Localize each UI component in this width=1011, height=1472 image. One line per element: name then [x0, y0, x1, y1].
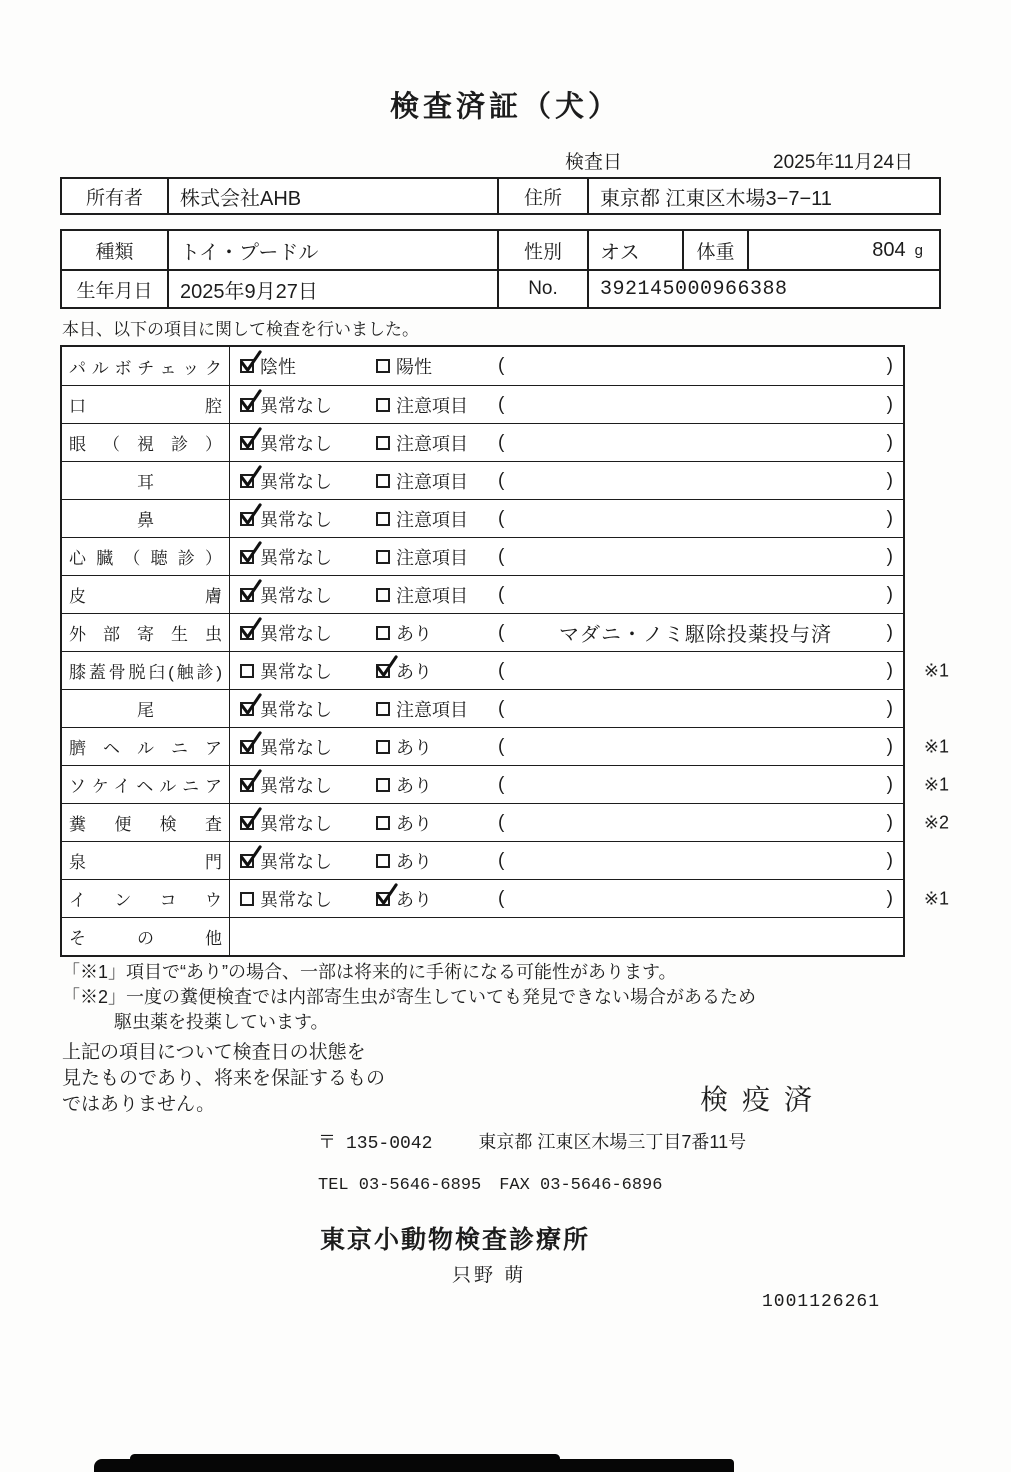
check-paren	[492, 652, 903, 689]
check-table-row	[62, 613, 903, 651]
check-table-row	[62, 385, 903, 423]
check-item-label: その他	[69, 929, 222, 948]
check-option	[230, 347, 366, 385]
check-option	[230, 614, 366, 651]
paren-close: )	[886, 393, 893, 415]
check-item-cell	[62, 462, 230, 499]
check-option-label: 注意項目	[396, 433, 468, 454]
paren-close: )	[886, 735, 893, 757]
row-footnote-mark: ※1	[923, 660, 949, 680]
check-paren	[492, 804, 903, 841]
check-option	[366, 576, 492, 613]
check-options	[230, 728, 492, 765]
check-option	[366, 462, 492, 499]
check-option-label: 注意項目	[396, 547, 468, 568]
check-option-label: 異常なし	[260, 737, 332, 758]
weight-number: 804	[872, 238, 906, 261]
check-paren-content: マダニ・ノミ駆除投薬投与済	[559, 624, 832, 646]
check-paren	[492, 766, 903, 803]
check-option	[366, 386, 492, 423]
row-footnote-mark: ※1	[923, 736, 949, 756]
check-paren	[492, 614, 903, 651]
check-options	[230, 804, 492, 841]
check-options	[230, 614, 492, 651]
check-option	[230, 424, 366, 461]
check-option	[230, 462, 366, 499]
check-table-row	[62, 423, 903, 461]
check-option	[230, 690, 366, 727]
checkbox-icon[interactable]	[240, 626, 254, 640]
inspection-date-value: 2025年11月24日	[773, 152, 914, 173]
check-option-label: 異常なし	[260, 851, 332, 872]
check-option-label: あり	[396, 775, 432, 796]
check-option-label: 異常なし	[260, 547, 332, 568]
check-option-label: 注意項目	[396, 585, 468, 606]
check-item-cell	[62, 690, 230, 727]
row-footnote-mark: ※1	[923, 888, 949, 908]
check-item-label: パルボチェック	[69, 358, 222, 378]
checkbox-icon[interactable]	[240, 854, 254, 868]
checkbox-icon[interactable]	[240, 436, 254, 450]
paren-close: )	[886, 621, 893, 643]
checkbox-icon[interactable]	[376, 816, 390, 830]
check-item-label: 糞便検査	[69, 815, 222, 834]
check-options	[230, 538, 492, 575]
check-table	[60, 345, 949, 957]
check-option-label: 注意項目	[396, 471, 468, 492]
check-table-row	[62, 537, 903, 575]
paren-close: )	[886, 887, 893, 909]
check-option	[230, 728, 366, 765]
check-item-cell	[62, 880, 230, 917]
check-item-cell	[62, 347, 230, 385]
check-options	[230, 766, 492, 803]
checkbox-icon[interactable]	[376, 436, 390, 450]
check-item-cell	[62, 804, 230, 841]
checkbox-icon[interactable]	[376, 474, 390, 488]
paren-close: )	[886, 697, 893, 719]
checkbox-icon[interactable]	[376, 892, 390, 906]
check-option	[366, 804, 492, 841]
check-option	[230, 766, 366, 803]
check-item-label: 皮膚	[69, 587, 222, 606]
check-options	[230, 576, 492, 613]
check-option	[230, 804, 366, 841]
checkbox-icon[interactable]	[240, 664, 254, 678]
check-icon	[239, 769, 262, 792]
sex-value: オス	[587, 231, 682, 269]
check-option-label: 陰性	[260, 357, 296, 377]
owner-name: 株式会社AHB	[167, 179, 497, 213]
check-paren	[492, 386, 903, 423]
paren-open: (	[498, 431, 505, 453]
weight-cell	[747, 231, 939, 269]
checkbox-icon[interactable]	[376, 740, 390, 754]
check-icon	[375, 655, 398, 678]
check-paren	[492, 880, 903, 917]
check-table-row	[62, 651, 949, 689]
check-item-cell	[62, 386, 230, 423]
quarantine-stamp: 検疫済	[700, 1084, 827, 1115]
check-paren	[492, 690, 903, 727]
check-icon	[239, 503, 262, 526]
check-item-cell	[62, 424, 230, 461]
check-option-label: 異常なし	[260, 775, 332, 796]
clinic-postal-line	[318, 1128, 746, 1154]
no-value: 392145000966388	[587, 269, 939, 307]
owner-address-label: 住所	[497, 179, 587, 213]
check-option-label: 異常なし	[260, 889, 332, 910]
page-title: 検査済証（犬）	[389, 91, 621, 123]
check-options	[230, 690, 492, 727]
check-item-cell	[62, 766, 230, 803]
check-option-label: あり	[396, 737, 432, 758]
check-table-row	[62, 461, 903, 499]
owner-address: 東京都 江東区木場3−7−11	[587, 179, 937, 213]
check-icon	[239, 541, 262, 564]
scan-artifact	[130, 1454, 560, 1463]
clinic-name: 東京小動物検査診療所	[320, 1226, 591, 1254]
check-option	[230, 386, 366, 423]
disclaimer-line-1: 上記の項目について検査日の状態を	[62, 1042, 366, 1063]
vet-name: 只野 萌	[452, 1265, 527, 1286]
check-option	[230, 538, 366, 575]
check-item-cell	[62, 500, 230, 537]
paren-close: )	[886, 659, 893, 681]
paren-open: (	[498, 621, 505, 643]
check-item-label: 膝蓋骨脱臼(触診)	[69, 663, 222, 682]
check-options	[230, 880, 492, 917]
check-option-label: 陽性	[396, 357, 432, 377]
check-option	[366, 842, 492, 879]
checkbox-icon[interactable]	[376, 626, 390, 640]
check-option	[366, 652, 492, 689]
checkbox-icon[interactable]	[240, 550, 254, 564]
check-option	[230, 842, 366, 879]
check-table-row	[62, 689, 903, 727]
checkbox-icon[interactable]	[376, 550, 390, 564]
checkbox-icon[interactable]	[240, 702, 254, 716]
footnotes	[62, 960, 756, 1035]
serial-number: 1001126261	[762, 1292, 881, 1312]
check-item-label: 眼（視診）	[69, 435, 222, 454]
check-option	[230, 880, 366, 917]
disclaimer-text	[62, 1040, 385, 1118]
checkbox-icon[interactable]	[240, 512, 254, 526]
check-item-label: インコウ	[69, 891, 222, 910]
check-paren	[492, 538, 903, 575]
paren-close: )	[886, 431, 893, 453]
owner-label: 所有者	[85, 187, 143, 209]
checkbox-icon[interactable]	[240, 359, 254, 373]
check-option	[366, 347, 492, 385]
check-option-label: 異常なし	[260, 813, 332, 834]
paren-open: (	[498, 583, 505, 605]
paren-close: )	[886, 545, 893, 567]
check-paren	[492, 576, 903, 613]
check-table-row	[62, 765, 949, 803]
check-icon	[239, 389, 262, 412]
checkbox-icon[interactable]	[376, 359, 390, 373]
check-item-label: 臍ヘルニア	[69, 739, 222, 758]
footnote-2-continued: 駆虫薬を投薬しています。	[114, 1012, 329, 1032]
inspection-date-label: 検査日	[565, 152, 623, 173]
check-option	[230, 652, 366, 689]
checkbox-icon[interactable]	[240, 588, 254, 602]
intro-text: 本日、以下の項目に関して検査を行いました。	[62, 320, 419, 339]
pet-table	[60, 229, 941, 309]
check-table-row	[62, 727, 949, 765]
check-paren	[492, 500, 903, 537]
check-item-label: 泉門	[69, 853, 222, 872]
check-table-row	[62, 841, 903, 879]
checkbox-icon[interactable]	[240, 816, 254, 830]
checkbox-icon[interactable]	[240, 778, 254, 792]
breed-value: トイ・プードル	[167, 231, 497, 269]
check-option	[230, 500, 366, 537]
check-item-cell	[62, 842, 230, 879]
paren-open: (	[498, 659, 505, 681]
paren-open: (	[498, 811, 505, 833]
paren-open: (	[498, 697, 505, 719]
check-options	[230, 500, 492, 537]
check-option-label: あり	[396, 851, 432, 872]
check-icon	[239, 427, 262, 450]
check-table-row	[62, 917, 903, 955]
check-option-label: 異常なし	[260, 699, 332, 720]
check-paren	[492, 424, 903, 461]
sex-label: 性別	[497, 231, 587, 269]
paren-close: )	[886, 507, 893, 529]
footnote-2: 「※2」一度の糞便検査では内部寄生虫が寄生していても発見できない場合があるため	[62, 987, 757, 1007]
check-option-label: 異常なし	[260, 433, 332, 454]
row-footnote-mark: ※2	[923, 812, 949, 832]
check-table-row	[62, 575, 903, 613]
breed-label: 種類	[95, 241, 134, 263]
check-icon	[239, 617, 262, 640]
check-option	[366, 766, 492, 803]
footnote-1: 「※1」項目で“あり”の場合、一部は将来的に手術になる可能性があります。	[62, 962, 677, 982]
paren-open: (	[498, 469, 505, 491]
check-option	[366, 538, 492, 575]
paren-close: )	[886, 773, 893, 795]
check-option	[366, 424, 492, 461]
check-option-label: 注意項目	[396, 509, 468, 530]
no-label: No.	[497, 269, 587, 307]
weight-unit: g	[914, 241, 923, 259]
paren-open: (	[498, 545, 505, 567]
check-option	[366, 728, 492, 765]
check-options	[230, 386, 492, 423]
check-item-label: 心臓（聴診）	[69, 549, 222, 568]
check-item-cell	[62, 652, 230, 689]
paren-open: (	[498, 355, 505, 376]
check-paren	[492, 347, 903, 385]
paren-open: (	[498, 393, 505, 415]
check-icon	[375, 883, 398, 906]
check-paren	[492, 842, 903, 879]
check-options	[230, 918, 492, 955]
check-option-label: 注意項目	[396, 395, 468, 416]
clinic-fax: FAX 03-5646-6896	[499, 1176, 663, 1195]
paren-open: (	[498, 887, 505, 909]
paren-close: )	[886, 849, 893, 871]
check-option	[366, 690, 492, 727]
check-icon	[239, 579, 262, 602]
birth-label: 生年月日	[62, 269, 167, 307]
check-icon	[239, 845, 262, 868]
check-icon	[239, 731, 262, 754]
owner-table	[60, 177, 941, 215]
check-option-label: あり	[396, 889, 432, 910]
checkbox-icon[interactable]	[240, 474, 254, 488]
checkbox-icon[interactable]	[376, 778, 390, 792]
check-option-label: 異常なし	[260, 661, 332, 682]
check-paren	[492, 462, 903, 499]
paren-open: (	[498, 735, 505, 757]
check-icon	[239, 465, 262, 488]
disclaimer-line-3: ではありません。	[62, 1094, 216, 1115]
checkbox-icon[interactable]	[376, 854, 390, 868]
clinic-tel: TEL 03-5646-6895	[318, 1176, 482, 1195]
check-option-label: 注意項目	[396, 699, 468, 720]
check-option	[366, 614, 492, 651]
clinic-address: 東京都 江東区木場三丁目7番11号	[478, 1132, 747, 1152]
checkbox-icon[interactable]	[240, 398, 254, 412]
check-table-row	[62, 803, 949, 841]
check-item-label: 尾	[137, 701, 154, 720]
check-paren	[492, 728, 903, 765]
check-option-label: あり	[396, 623, 432, 644]
postal-mark-icon: 〒	[318, 1132, 336, 1152]
check-item-label: 外部寄生虫	[69, 625, 222, 644]
checkbox-icon[interactable]	[376, 588, 390, 602]
checkbox-icon[interactable]	[376, 702, 390, 716]
checkbox-icon[interactable]	[376, 512, 390, 526]
check-table-row	[62, 347, 903, 385]
check-option	[366, 500, 492, 537]
check-option	[366, 880, 492, 917]
check-options	[230, 652, 492, 689]
check-item-cell	[62, 918, 230, 955]
check-item-label: 鼻	[137, 511, 154, 530]
weight-label: 体重	[682, 231, 747, 269]
postal-code: 135-0042	[346, 1134, 433, 1154]
check-icon	[239, 807, 262, 830]
paren-close: )	[886, 469, 893, 491]
check-options	[230, 462, 492, 499]
check-icon	[239, 350, 262, 373]
check-item-label: ソケイヘルニア	[69, 777, 222, 796]
check-option-label: 異常なし	[260, 585, 332, 606]
paren-open: (	[498, 507, 505, 529]
check-icon	[239, 693, 262, 716]
check-option-label: 異常なし	[260, 471, 332, 492]
checkbox-icon[interactable]	[376, 664, 390, 678]
checkbox-icon[interactable]	[240, 892, 254, 906]
birth-value: 2025年9月27日	[167, 269, 497, 307]
checkbox-icon[interactable]	[376, 398, 390, 412]
checkbox-icon[interactable]	[240, 740, 254, 754]
check-item-label: 口腔	[69, 397, 222, 416]
check-options	[230, 424, 492, 461]
check-item-label: 耳	[137, 473, 154, 492]
paren-close: )	[886, 583, 893, 605]
check-item-cell	[62, 728, 230, 765]
check-option-label: 異常なし	[260, 509, 332, 530]
paren-close: )	[886, 355, 893, 376]
check-options	[230, 842, 492, 879]
check-options	[230, 347, 492, 385]
check-option	[230, 576, 366, 613]
row-footnote-mark: ※1	[923, 774, 949, 794]
check-table-row	[62, 879, 949, 917]
check-item-cell	[62, 576, 230, 613]
check-item-cell	[62, 538, 230, 575]
paren-open: (	[498, 849, 505, 871]
clinic-tel-fax-line	[318, 1176, 662, 1195]
check-table-row	[62, 499, 903, 537]
check-item-cell	[62, 614, 230, 651]
paren-open: (	[498, 773, 505, 795]
check-option-label: あり	[396, 813, 432, 834]
check-option-label: 異常なし	[260, 395, 332, 416]
check-option-label: あり	[396, 661, 432, 682]
paren-close: )	[886, 811, 893, 833]
disclaimer-line-2: 見たものであり、将来を保証するもの	[62, 1068, 386, 1089]
check-option-label: 異常なし	[260, 623, 332, 644]
